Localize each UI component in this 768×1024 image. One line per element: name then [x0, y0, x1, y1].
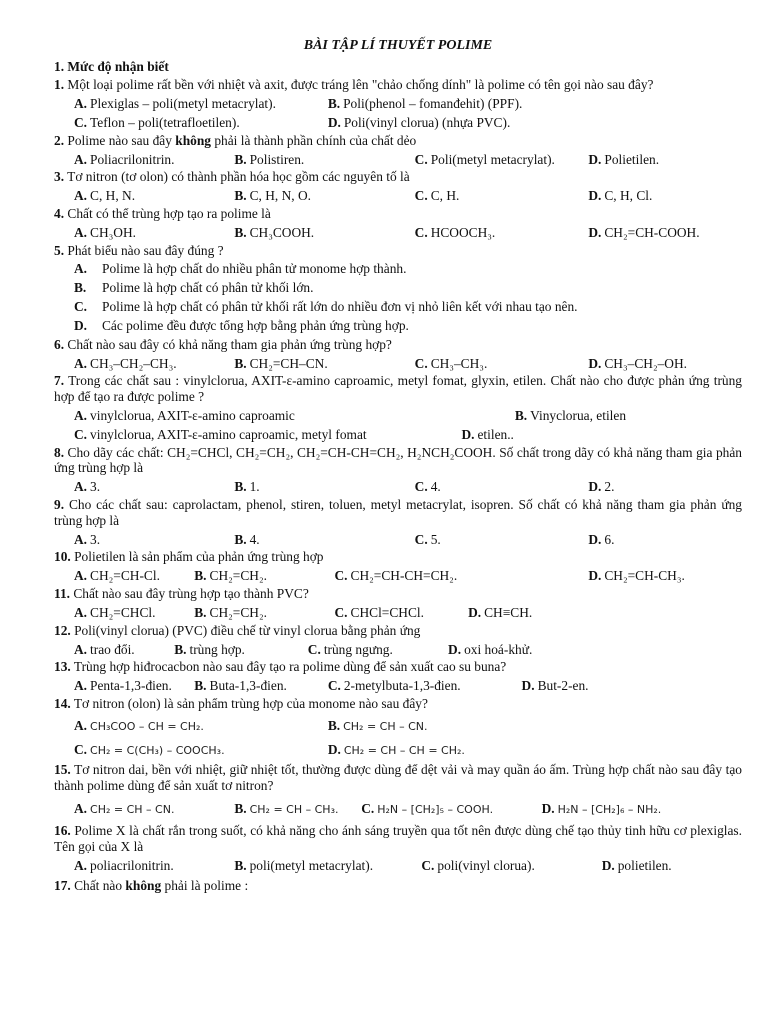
option-letter: A. [74, 568, 88, 584]
option-b: B. Polime là hợp chất có phân tử khối lớn. [74, 280, 314, 296]
option-letter: B. [234, 531, 247, 547]
options-3 [74, 188, 742, 204]
question-number: 2. [54, 132, 65, 148]
options-7 [74, 408, 742, 424]
option-letter: D. [448, 641, 462, 657]
question-number: 1. [54, 77, 65, 93]
option-letter: A. [74, 188, 88, 204]
option-letter: B. [234, 224, 247, 240]
option-d: D. 2. [588, 479, 615, 495]
option-a: A. Poliacrilonitrin. [74, 151, 175, 167]
question-5: 5. Phát biểu nào sau đây đúng ? [54, 242, 224, 258]
option-a: A. Polime là hợp chất do nhiều phân tử monome hợp thành. [74, 261, 407, 277]
question-1: 1. Một loại polime rất bền với nhiệt và axit, được tráng lên "chảo chống dính" là polime có tên gọi nào sau đây? [54, 77, 654, 93]
option-letter: A. [74, 224, 88, 240]
question-9: 9. Cho các chất sau: caprolactam, phenol, stiren, toluen, metyl metacrylat, isopren. Số chất có khả năng tham gia phản ứng trùng hợp là [54, 497, 742, 528]
option-letter: D. [601, 857, 615, 873]
option-b: B. poli(metyl metacrylat). [234, 857, 374, 873]
option-b: B. C, H, N, O. [234, 188, 311, 204]
option-letter: D. [588, 224, 602, 240]
question-number: 5. [54, 242, 65, 258]
option-c: C. poli(vinyl clorua). [421, 857, 535, 873]
option-b: B. CH₂ = CH – CN. [327, 717, 428, 733]
question-number: 9. [54, 497, 65, 513]
options-1b [74, 115, 742, 131]
option-a: A. CH₃OH. [74, 224, 136, 240]
option-c: C. vinylclorua, AXIT-ε-amino caproamic, metyl fomat [74, 426, 367, 442]
option-letter: B. [234, 151, 247, 167]
option-d: D. CH≡CH. [468, 604, 533, 620]
option-b: B. CH₂=CH₂. [194, 568, 267, 584]
options-14 [74, 718, 742, 734]
option-a: A. 3. [74, 479, 101, 495]
option-d: D. Các polime đều được tổng hợp bằng phản ứng trùng hợp. [74, 317, 409, 333]
section-heading: 1. Mức độ nhận biết [54, 58, 169, 74]
option-d: D. CH₂ = CH – CH = CH₂. [327, 741, 465, 757]
question-number: 13. [54, 659, 71, 675]
option-d: D. CH₂=CH-COOH. [588, 224, 700, 240]
question-14: 14. Tơ nitron (olon) là sản phẩm trùng hợp của monome nào sau đây? [54, 695, 428, 711]
option-letter: D. [588, 151, 602, 167]
question-number: 10. [54, 549, 71, 565]
option-c: C. 5. [414, 531, 441, 547]
option-letter: C. [361, 801, 375, 817]
option-a: A. CH₃COO – CH = CH₂. [74, 717, 204, 733]
option-c: C. C, H. [414, 188, 460, 204]
option-b: B. CH₂=CH–CN. [234, 355, 328, 371]
option-letter: B. [514, 407, 528, 423]
question-number: 16. [54, 823, 71, 839]
option-c: C. Teflon – poli(tetrafloetilen). [74, 114, 240, 130]
options-15 [74, 801, 742, 817]
option-letter: A. [74, 407, 88, 423]
option-letter: D. [468, 604, 482, 620]
option-c: C. H₂N – [CH₂]₅ – COOH. [361, 801, 494, 817]
options-13 [74, 678, 742, 694]
option-c: C. 4. [414, 479, 441, 495]
option-c: C. Poli(metyl metacrylat). [414, 151, 555, 167]
option-letter: C. [334, 604, 348, 620]
question-number: 11. [54, 586, 70, 602]
option-d: D. polietilen. [601, 857, 672, 873]
option-c: C. 2-metylbuta-1,3-đien. [327, 678, 461, 694]
option-letter: A. [74, 479, 88, 495]
option-letter: C. [414, 531, 428, 547]
options-6 [74, 356, 742, 372]
option-a: A. Penta-1,3-đien. [74, 678, 172, 694]
option-letter: B. [234, 857, 247, 873]
options-16 [74, 858, 742, 874]
option-letter: C. [334, 568, 348, 584]
question-10: 10. Polietilen là sản phẩm của phản ứng trùng hợp [54, 549, 324, 565]
option-letter: A. [74, 801, 88, 817]
question-4: 4. Chất có thể trùng hợp tạo ra polime là [54, 206, 271, 222]
option-d: D. oxi hoá-khử. [448, 641, 533, 657]
option-letter: B. [74, 280, 87, 296]
options-5 [74, 261, 742, 333]
option-b: B. CH₂ = CH – CH₃. [234, 801, 339, 817]
options-14b [74, 742, 742, 758]
option-d: D. But-2-en. [521, 678, 589, 694]
option-a: A. trao đổi. [74, 641, 135, 657]
option-letter: D. [521, 678, 535, 694]
option-a: A. CH₂=CHCl. [74, 604, 156, 620]
option-a: A. Plexiglas – poli(metyl metacrylat). [74, 96, 276, 112]
question-number: 6. [54, 336, 65, 352]
question-7: 7. Trong các chất sau : vinylclorua, AXIT-ε-amino caproamic, metyl fomat, glyxin, etilen. Chất nào cho được phản ứng trùng hợp để tạo ra được polime ? [54, 373, 742, 405]
option-letter: C. [74, 426, 88, 442]
option-c: C. CH₂=CH-CH=CH₂. [334, 568, 458, 584]
option-letter: C. [414, 224, 428, 240]
question-number: 8. [54, 444, 65, 460]
question-13: 13. Trùng hợp hiđrocacbon nào sau đây tạo ra polime dùng để sản xuất cao su buna? [54, 659, 507, 675]
option-letter: D. [541, 801, 555, 817]
question-11: 11. Chất nào sau đây trùng hợp tạo thành PVC? [54, 586, 309, 602]
document-page [54, 38, 742, 894]
option-letter: A. [74, 857, 88, 873]
question-3: 3. Tơ nitron (tơ olon) có thành phần hóa học gồm các nguyên tố là [54, 169, 410, 185]
option-letter: A. [74, 261, 88, 277]
option-c: C. Polime là hợp chất có phân tử khối rất lớn do nhiều đơn vị nhỏ liên kết với nhau tạo nên. [74, 299, 578, 315]
option-letter: D. [588, 479, 602, 495]
option-letter: B. [234, 479, 247, 495]
option-b: B. CH₃COOH. [234, 224, 315, 240]
option-letter: A. [74, 96, 88, 112]
option-d: D. 6. [588, 531, 615, 547]
question-number: 12. [54, 622, 71, 638]
option-b: B. 1. [234, 479, 260, 495]
option-d: D. etilen.. [461, 426, 514, 442]
question-number: 17. [54, 877, 71, 893]
options-8 [74, 479, 742, 495]
options-11 [74, 605, 742, 621]
option-c: C. trùng ngưng. [307, 641, 393, 657]
option-b: B. Polistiren. [234, 151, 305, 167]
option-letter: B. [234, 801, 247, 817]
option-b: B. 4. [234, 531, 260, 547]
question-number: 14. [54, 695, 71, 711]
option-b: B. Poli(phenol – fomanđehit) (PPF). [327, 96, 523, 112]
option-c: C. CHCl=CHCl. [334, 604, 424, 620]
option-b: B. trùng hợp. [174, 641, 245, 657]
option-letter: A. [74, 355, 88, 371]
option-letter: D. [588, 355, 602, 371]
question-number: 15. [54, 761, 71, 777]
option-letter: B. [174, 641, 187, 657]
option-d: D. Poli(vinyl clorua) (nhựa PVC). [327, 114, 511, 130]
option-d: D. H₂N – [CH₂]₆ – NH₂. [541, 801, 662, 817]
option-c: C. HCOOCH₃. [414, 224, 496, 240]
option-letter: A. [74, 604, 88, 620]
question-8: 8. Cho dãy các chất: CH₂=CHCl, CH₂=CH₂, CH₂=CH-CH=CH₂, H₂NCH₂COOH. Số chất trong dãy có khả năng tham gia phản ứng trùng hợp là [54, 444, 742, 476]
option-d: D. CH₂=CH-CH₃. [588, 568, 685, 584]
option-letter: A. [74, 678, 88, 694]
option-letter: B. [194, 604, 207, 620]
option-letter: C. [414, 355, 428, 371]
option-a: A. CH₂ = CH – CN. [74, 801, 175, 817]
option-letter: C. [421, 857, 435, 873]
option-letter: B. [194, 568, 207, 584]
options-1 [74, 96, 742, 112]
option-a: A. CH₃–CH₂–CH₃. [74, 355, 177, 371]
option-b: B. CH₂=CH₂. [194, 604, 267, 620]
option-letter: C. [74, 741, 88, 757]
question-17: 17. Chất nào không phải là polime : [54, 877, 249, 893]
option-letter: A. [74, 151, 88, 167]
question-15: 15. Tơ nitron dai, bền với nhiệt, giữ nhiệt tốt, thường được dùng để dệt vải và may quần áo ấm. Trùng hợp chất nào sau đây tạo thành polime dùng để sản xuất tơ nitron? [54, 761, 742, 793]
question-16: 16. Polime X là chất rắn trong suốt, có khả năng cho ánh sáng truyền qua tốt nên được dùng chế tạo thủy tinh hữu cơ plexiglas. Tên gọi của X là [54, 823, 742, 855]
option-letter: B. [234, 355, 247, 371]
option-letter: C. [74, 299, 88, 315]
question-number: 7. [54, 373, 65, 389]
option-letter: C. [327, 678, 341, 694]
option-letter: A. [74, 641, 88, 657]
option-c: C. CH₂ = C(CH₃) – COOCH₃. [74, 741, 225, 757]
option-letter: D. [588, 568, 602, 584]
question-number: 4. [54, 206, 65, 222]
question-2: 2. Polime nào sau đây không phải là thành phần chính của chất dẻo [54, 132, 417, 148]
option-letter: C. [414, 151, 428, 167]
options-9 [74, 532, 742, 548]
option-a: A. 3. [74, 531, 101, 547]
option-letter: C. [414, 479, 428, 495]
options-2 [74, 152, 742, 168]
option-letter: B. [327, 717, 341, 733]
option-d: D. CH₃–CH₂–OH. [588, 355, 687, 371]
option-letter: C. [74, 114, 88, 130]
option-a: A. vinylclorua, AXIT-ε-amino caproamic [74, 407, 295, 423]
option-letter: D. [588, 188, 602, 204]
option-letter: D. [588, 531, 602, 547]
option-c: C. CH₃–CH₃. [414, 355, 488, 371]
option-b: B. Buta-1,3-đien. [194, 678, 287, 694]
option-letter: B. [194, 678, 207, 694]
options-12 [74, 642, 742, 658]
option-letter: D. [327, 741, 341, 757]
option-a: A. CH₂=CH-Cl. [74, 568, 160, 584]
option-letter: B. [327, 96, 341, 112]
option-d: D. C, H, Cl. [588, 188, 653, 204]
option-letter: B. [234, 188, 247, 204]
option-letter: C. [414, 188, 428, 204]
option-b: B. Vinyclorua, etilen [514, 407, 627, 423]
options-7b [74, 427, 742, 443]
option-letter: D. [461, 426, 475, 442]
option-a: A. C, H, N. [74, 188, 136, 204]
option-letter: C. [307, 641, 321, 657]
options-10 [74, 568, 742, 584]
page-title: BÀI TẬP LÍ THUYẾT POLIME [303, 38, 493, 53]
options-4 [74, 225, 742, 241]
option-letter: D. [74, 317, 88, 333]
question-12: 12. Poli(vinyl clorua) (PVC) điều chế từ vinyl clorua bằng phản ứng [54, 622, 421, 638]
question-6: 6. Chất nào sau đây có khả năng tham gia phản ứng trùng hợp? [54, 336, 392, 352]
option-letter: D. [327, 114, 341, 130]
option-a: A. poliacrilonitrin. [74, 857, 174, 873]
option-letter: A. [74, 531, 88, 547]
option-d: D. Polietilen. [588, 151, 660, 167]
option-letter: A. [74, 717, 88, 733]
question-number: 3. [54, 169, 65, 185]
